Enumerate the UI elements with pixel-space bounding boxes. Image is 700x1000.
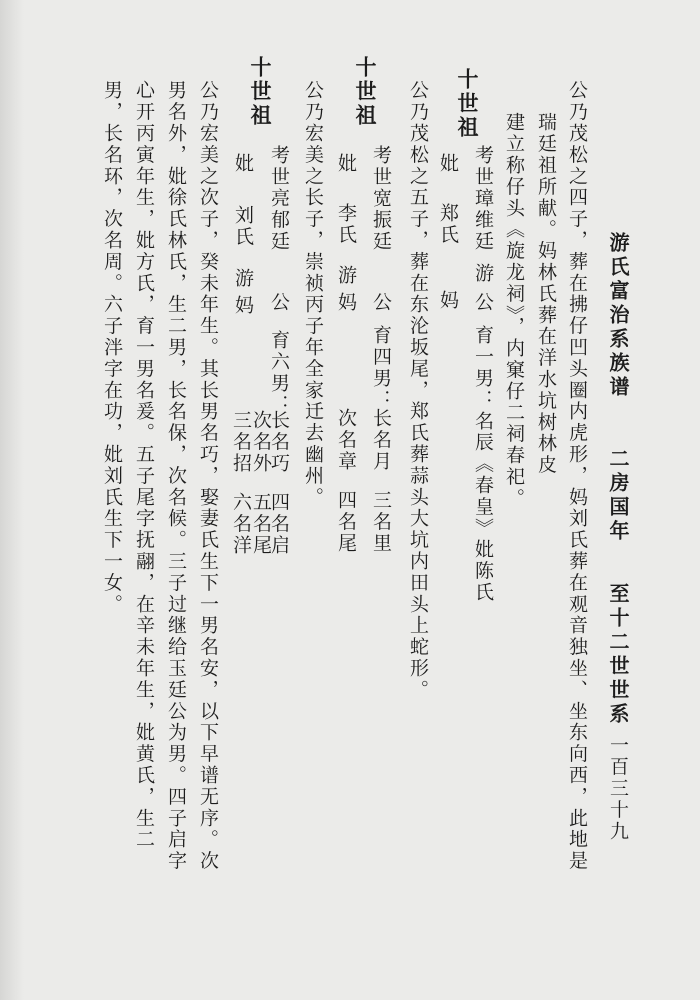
entry-3-ma: 妈 [232, 295, 254, 317]
entry-3-note-2: 男名外，妣徐氏林氏，生二男，长名保，次名候。三子过继给玉廷公为男。四子启字 [165, 80, 187, 872]
entry-1-ma: 妈 [437, 290, 459, 312]
entry-2-gong: 公 [370, 292, 392, 314]
book-title: 游氏富治系族谱 [606, 232, 630, 400]
entry-2-father: 考世宽振廷 [370, 145, 392, 252]
entry-3-note-1: 公乃宏美之次子，癸未年生。其长男名巧，娶妻氏生下一男名安，以下早谱无序。次 [197, 80, 219, 872]
entry-3-heading: 十世祖 [248, 56, 273, 128]
page-number: 一百三十九 [607, 735, 629, 842]
entry-1-heading: 十世祖 [455, 68, 480, 140]
entry-3-children: 育六男： [268, 330, 290, 416]
entry-2-son-3: 三名里 [370, 490, 392, 555]
entry-2-son-1: 长名月 [370, 408, 392, 473]
entry-3-note-3: 心开丙寅年生，妣方氏，育一男名爰。五子尾字抚翮，在辛未年生，妣黄氏，生二 [133, 80, 155, 851]
branch-label: 二房国年 [606, 448, 630, 544]
facing-page-edge [0, 0, 24, 1000]
entry-2-note: 公乃宏美之长子，崇祯丙子年全家迁去幽州。 [302, 80, 324, 508]
entry-3-son-6: 六名洋 [230, 492, 252, 557]
entry-2-bi: 妣 [335, 153, 357, 175]
entry-2-mother: 李氏 [335, 203, 357, 246]
entry-2-son-2: 次名章 [335, 408, 357, 473]
entry-2-ma: 妈 [335, 292, 357, 314]
text-column-3: 建立称仔头《旋龙祠》，内窠仔二祠春祀。 [503, 112, 525, 510]
entry-3-gong: 公 [268, 292, 290, 314]
entry-1-children: 育一男：名辰《春皇》妣陈氏 [472, 325, 494, 604]
entry-3-son-4: 四名启 [268, 492, 290, 557]
entry-2-children: 育四男： [370, 325, 392, 411]
entry-1-bi: 妣 [437, 153, 459, 175]
text-column-2: 瑞廷祖所献。妈林氏葬在洋水坑树林皮 [535, 112, 557, 476]
entry-3-mother: 刘氏 [232, 205, 254, 248]
entry-1-mother: 郑氏 [437, 203, 459, 246]
entry-3-bi: 妣 [232, 153, 254, 175]
entry-3-son-2: 次名外 [250, 410, 272, 475]
generation-range: 至十二世世系 [606, 583, 630, 727]
entry-3-son-1: 长名巧 [268, 410, 290, 475]
entry-1-note: 公乃茂松之五子，葬在东沦坂尾，郑氏葬蒜头大坑内田头上蛇形。 [407, 80, 429, 701]
entry-1-father: 考世璋维廷 [472, 145, 494, 252]
entry-3-son-5: 五名尾 [250, 492, 272, 557]
text-column-1: 公乃茂松之四子，葬在拂仔凹头圈内虎形，妈刘氏葬在观音独坐、坐东向西，此地是 [566, 80, 588, 872]
entry-2-heading: 十世祖 [353, 56, 378, 128]
entry-1-gong: 公 [472, 292, 494, 314]
entry-3-son-3: 三名招 [230, 410, 252, 475]
entry-1-surname: 游 [472, 263, 494, 285]
entry-3-surname: 游 [232, 268, 254, 290]
entry-2-surname: 游 [335, 265, 357, 287]
entry-3-father: 考世亮郁廷 [268, 145, 290, 252]
entry-3-note-4: 男，长名环，次名周。六子泮字在功，妣刘氏生下一女。 [101, 80, 123, 615]
entry-2-son-4: 四名尾 [335, 490, 357, 555]
